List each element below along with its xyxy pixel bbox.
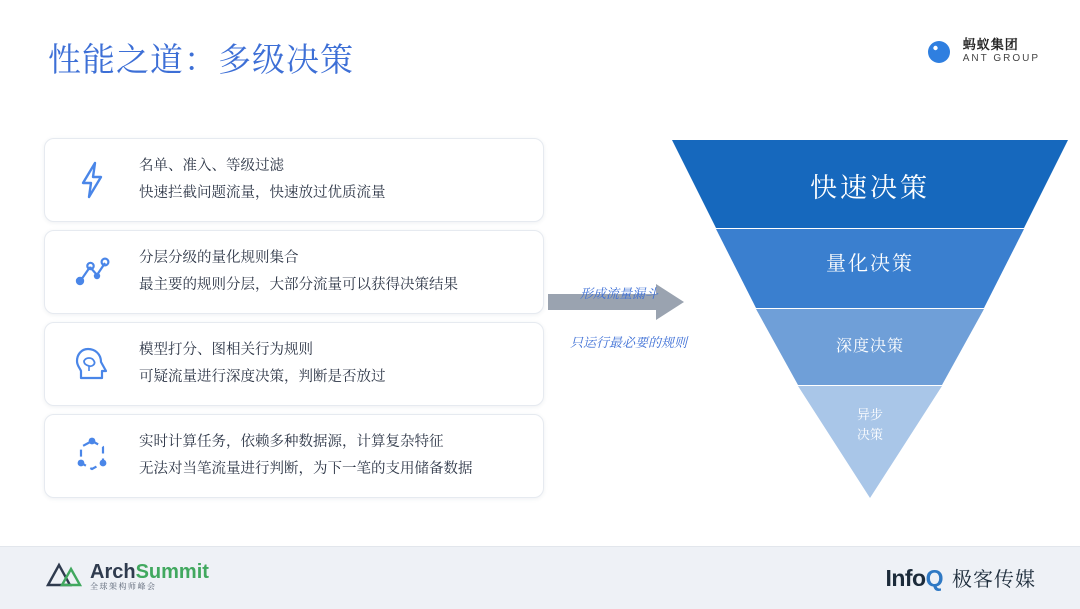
lightning-bolt-icon [45, 158, 139, 202]
archsummit-mark-icon [44, 557, 84, 596]
feature-card [44, 230, 544, 314]
feature-card [44, 414, 544, 498]
funnel-level-1-label: 量化决策 [826, 253, 914, 275]
feature-card [44, 322, 544, 406]
feature-card-text [139, 245, 543, 299]
network-hexagon-icon [45, 433, 139, 479]
feature-card-text [139, 429, 543, 483]
archsummit-subtitle: 全球架构师峰会 [90, 582, 157, 592]
feature-card-text [139, 153, 543, 207]
brain-head-icon [45, 342, 139, 386]
archsummit-logo [44, 557, 209, 596]
arrow-label-bottom: 只运行最必要的规则 [570, 335, 688, 350]
feature-card-line-2: 可疑流量进行深度决策，判断是否放过 [139, 369, 386, 385]
infoq-wordmark: InfoQ [885, 565, 943, 591]
feature-card-line-1: 模型打分、图相关行为规则 [139, 342, 313, 359]
feature-card-line-1: 名单、准入、等级过滤 [139, 158, 284, 175]
feature-card-line-2: 最主要的规则分层，大部分流量可以获得决策结果 [139, 277, 458, 293]
archsummit-wordmark [90, 561, 209, 592]
funnel-level-0-label: 快速决策 [810, 173, 930, 203]
archsummit-title: ArchSummit [90, 561, 209, 584]
funnel-level-2-label: 深度决策 [835, 338, 904, 355]
decision-funnel [672, 140, 1068, 500]
ant-group-brand-text [963, 38, 1040, 64]
graph-nodes-icon [45, 250, 139, 294]
arrow-label-top: 形成流量漏斗 [580, 286, 659, 301]
feature-card-line-1: 分层分级的量化规则集合 [139, 250, 299, 267]
brand-name-cn: 蚂蚁集团 [962, 36, 1019, 52]
slide-footer [0, 546, 1080, 609]
brand-name-en: ANT GROUP [962, 52, 1040, 64]
feature-card-line-1: 实时计算任务，依赖多种数据源，计算复杂特征 [139, 434, 444, 451]
feature-card-text [139, 337, 543, 391]
funnel-level-3-label: 异步 决策 [856, 407, 883, 442]
feature-card [44, 138, 544, 222]
ant-group-logo-icon [925, 36, 955, 66]
feature-card-line-2: 快速拦截问题流量，快速放过优质流量 [139, 185, 386, 201]
ant-group-brand [925, 36, 1040, 66]
infoq-logo [885, 563, 1036, 592]
feature-card-line-2: 无法对当笔流量进行判断，为下一笔的支用储备数据 [139, 461, 473, 477]
page-title: 性能之道：多级决策 [48, 41, 354, 78]
geek-media-label: 极客传媒 [952, 569, 1036, 591]
feature-card-list [44, 138, 544, 506]
